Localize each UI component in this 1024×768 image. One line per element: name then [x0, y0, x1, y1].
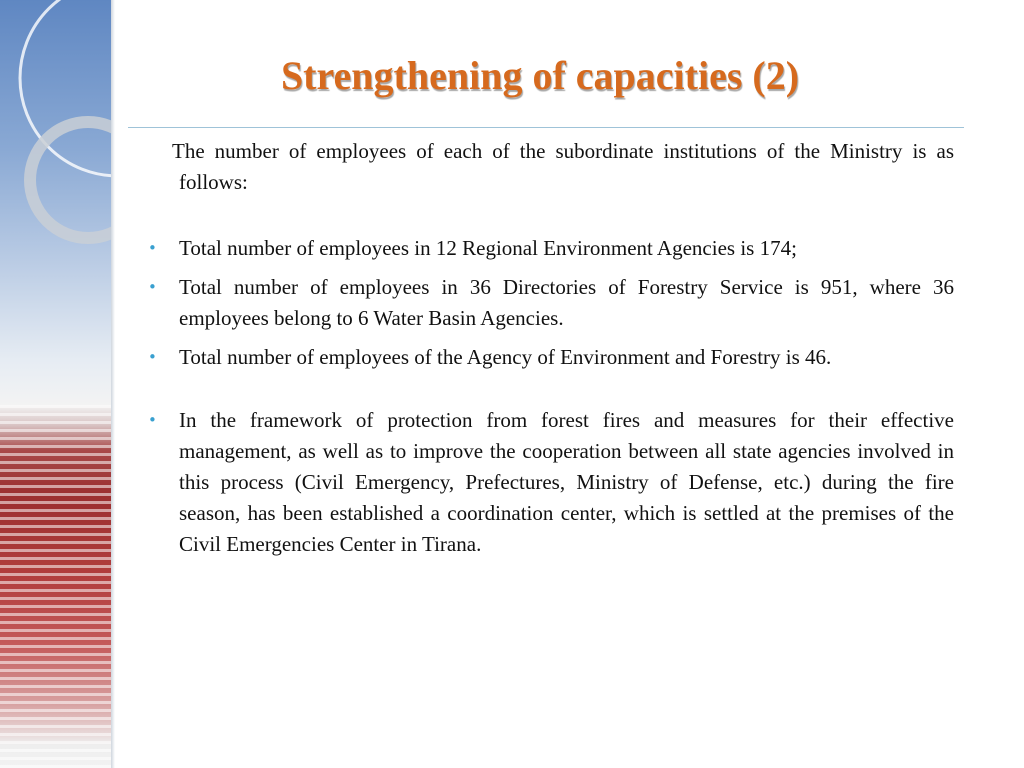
- list-item-text: Total number of employees in 36 Directories of Forestry Service is 951, where 36 employees belong to 6 Water Basin Agencies.: [179, 275, 954, 330]
- decorative-circles: [0, 0, 113, 260]
- list-item-text: Total number of employees in 12 Regional Environment Agencies is 174;: [179, 236, 797, 260]
- list-item: [148, 233, 954, 264]
- list-item-text: Total number of employees of the Agency of Environment and Forestry is 46.: [179, 345, 832, 369]
- list-item: [148, 342, 954, 373]
- slide-title: Strengthening of capacities (2): [280, 53, 800, 98]
- title-divider: [128, 127, 964, 128]
- bullet-icon: •: [148, 239, 157, 257]
- bullet-icon: •: [148, 278, 157, 296]
- bullet-icon: •: [148, 411, 157, 429]
- list-item-text: In the framework of protection from forest fires and measures for their effective management, as well as to improve the cooperation between all state agencies involved in this process (Civil Emergency, Prefectures, Ministry of Defense, etc.) during the fire season, has been established a coordination center, which is settled at the premises of the Civil Emergencies Center in Tirana.: [179, 408, 954, 556]
- side-band-edge: [111, 0, 115, 768]
- list-item: [148, 272, 954, 334]
- decorative-stripes: [0, 405, 113, 768]
- decorative-side-band: [0, 0, 113, 768]
- list-item: [148, 405, 954, 560]
- bullet-icon: •: [148, 348, 157, 366]
- intro-paragraph: The number of employees of each of the subordinate institutions of the Ministry is as follows:: [172, 139, 954, 194]
- slide-body: [148, 136, 954, 568]
